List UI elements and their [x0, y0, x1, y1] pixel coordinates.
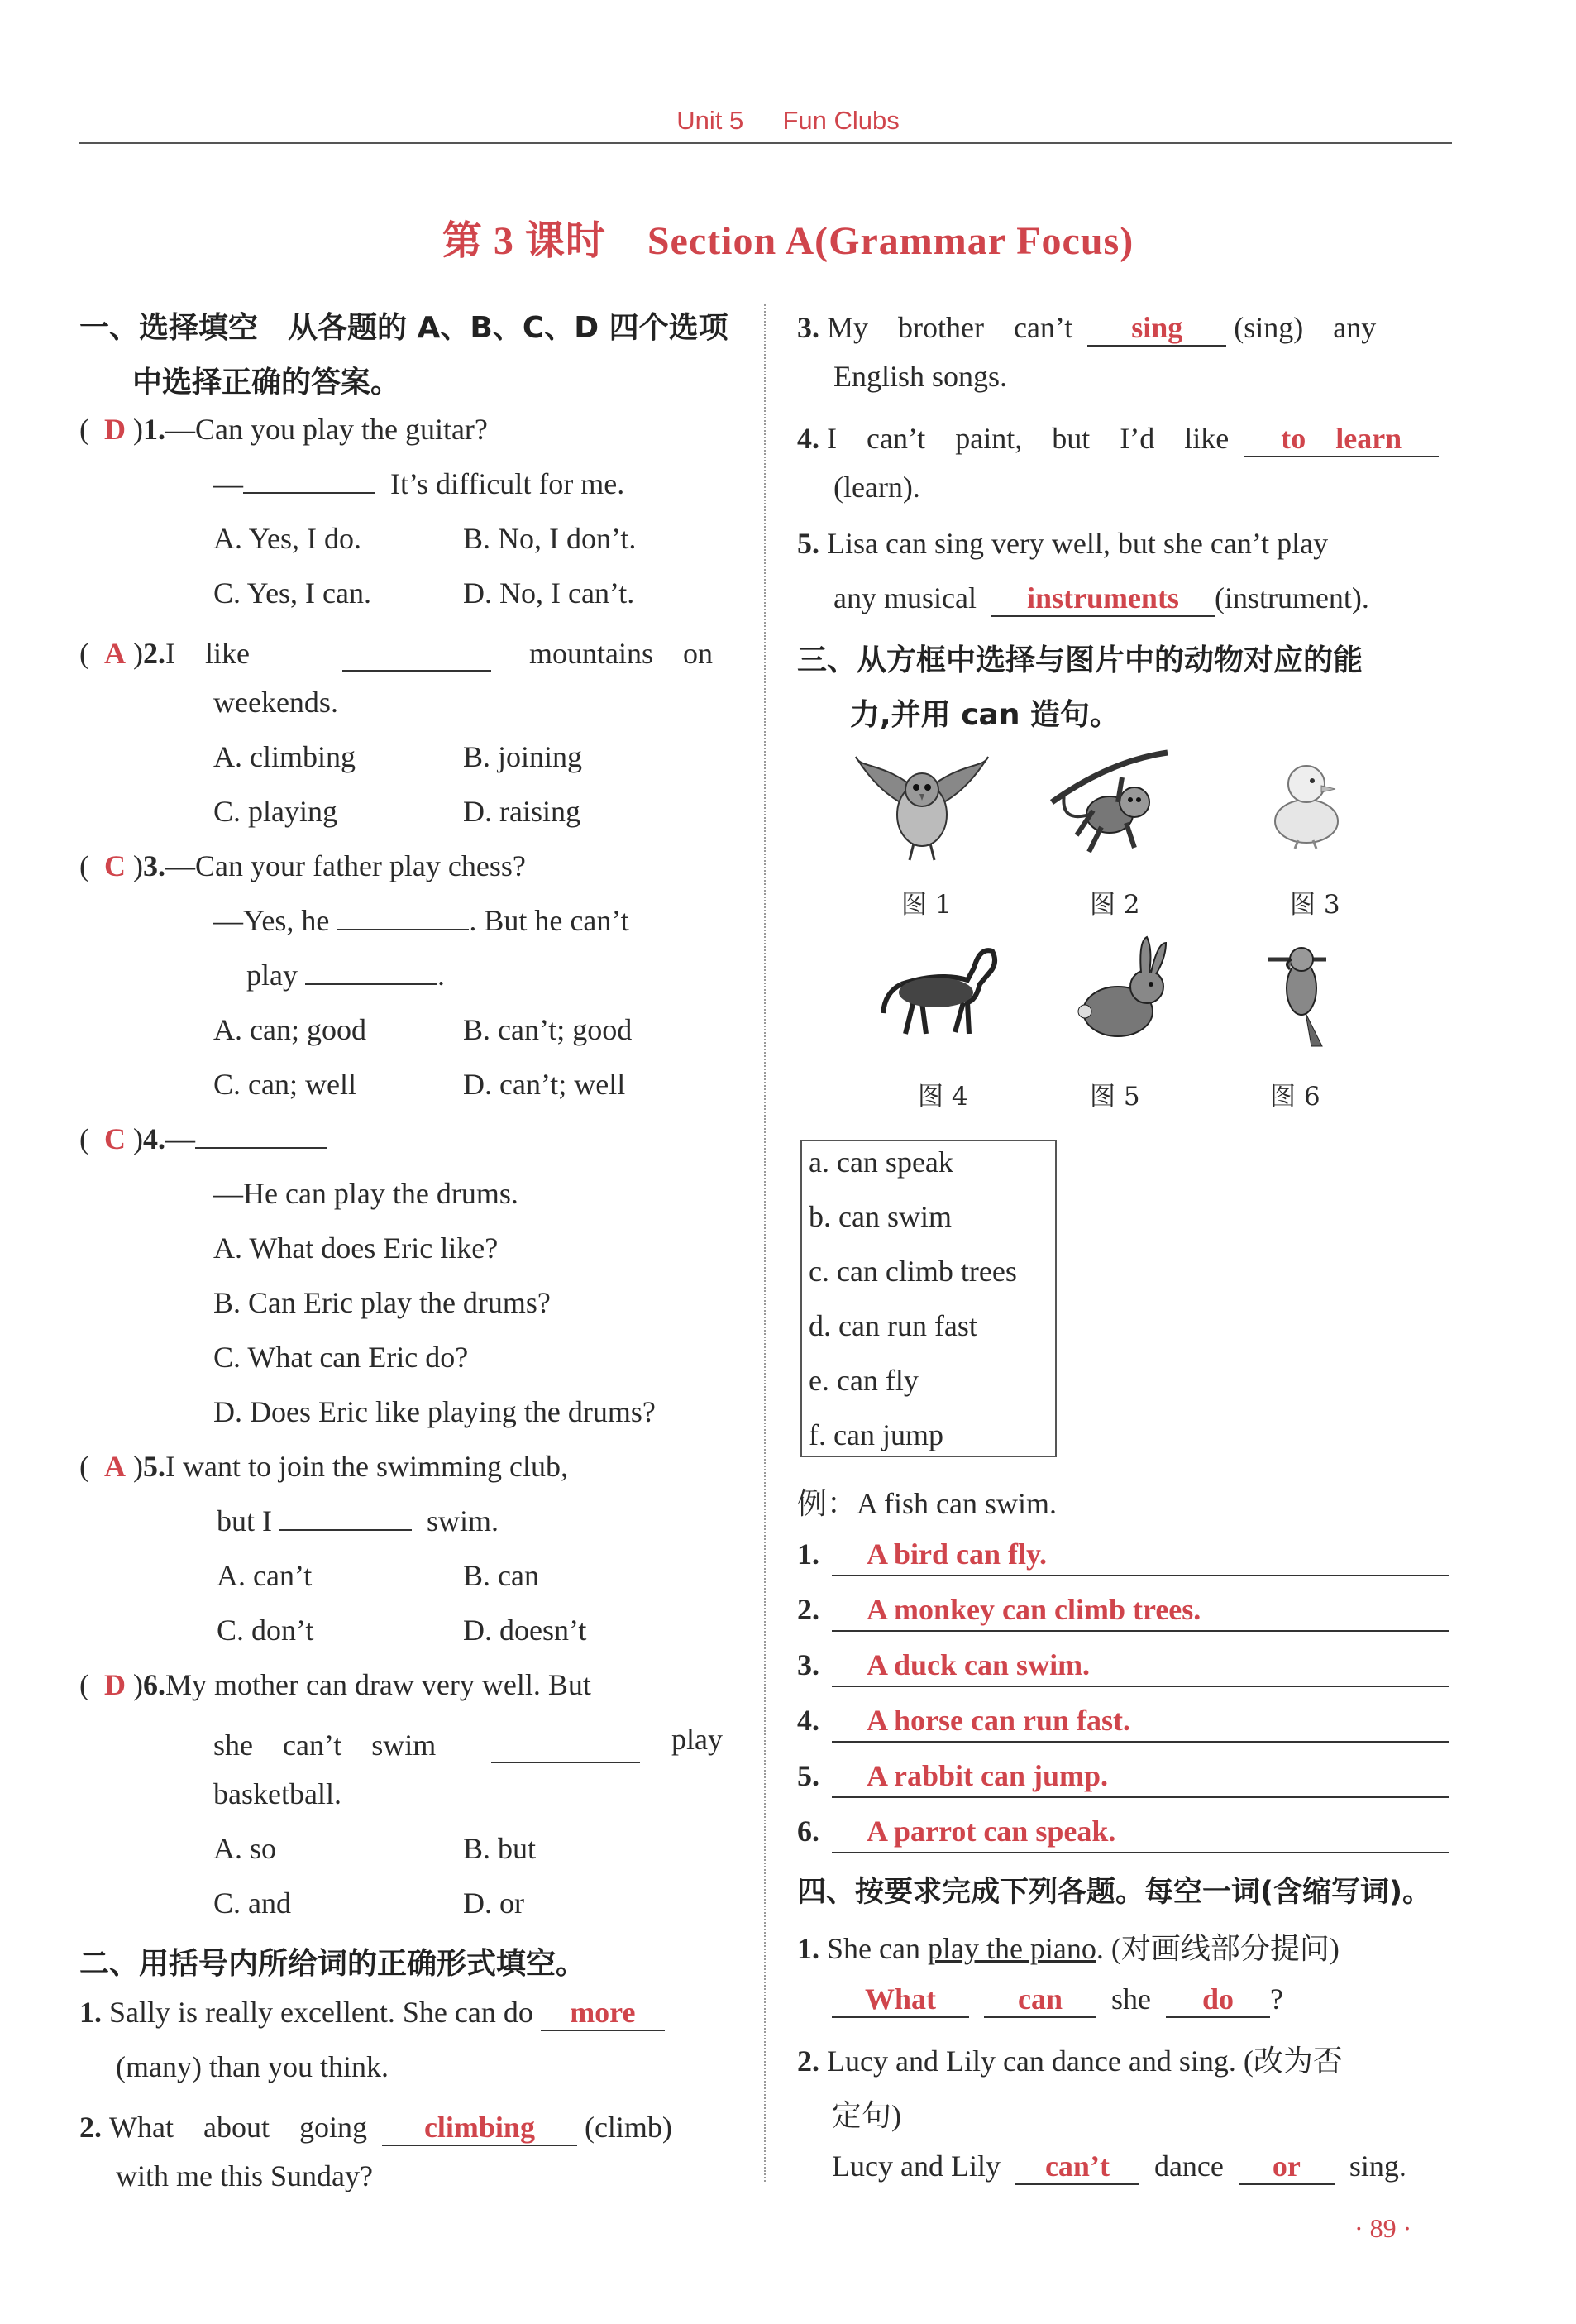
rewrite-item-2-answer: Lucy and Lily can’t dance or sing.	[832, 2149, 1406, 2185]
part1-heading-line2: 中选择正确的答案。	[132, 366, 401, 399]
question-5: ( A )5.I want to join the swimming club,	[79, 1450, 568, 1483]
rewrite-1-blank-3: do	[1166, 1982, 1270, 2018]
q6-line3: basketball.	[213, 1777, 341, 1810]
rewrite-1-blank-2: can	[984, 1982, 1096, 2018]
question-6: ( D )6.My mother can draw very well. But	[79, 1668, 591, 1701]
rewrite-1-blank-1: What	[832, 1982, 969, 2018]
example-sentence: 例：A fish can swim.	[797, 1487, 1057, 1520]
q2-option-a: A. climbing	[213, 740, 356, 773]
q6-blank	[491, 1729, 640, 1763]
sentence-3-line	[832, 1686, 1449, 1687]
q1-option-b: B. No, I don’t.	[463, 522, 637, 555]
page-number: · 89 ·	[1354, 2213, 1412, 2243]
header-rule	[79, 142, 1452, 144]
sentence-4-line	[832, 1741, 1449, 1743]
rewrite-item-1-answer: What can she do ?	[832, 1982, 1283, 2018]
sentence-5-num: 5.	[797, 1759, 819, 1792]
sentence-6-num: 6.	[797, 1815, 819, 1848]
fill-item-3: 3. My brother can’t sing (sing) any	[797, 304, 1376, 347]
parrot-illustration	[1260, 935, 1351, 1050]
sentence-6-line	[832, 1852, 1449, 1853]
sentence-4-num: 4.	[797, 1704, 819, 1737]
ability-option-e: e. can fly	[809, 1364, 919, 1397]
q5-option-c: C. don’t	[217, 1614, 314, 1647]
q1-line2: — It’s difficult for me.	[213, 467, 625, 500]
q2-option-c: C. playing	[213, 795, 337, 828]
question-1: ( D )1.—Can you play the guitar?	[79, 413, 488, 446]
page-title	[0, 208, 1576, 265]
part1-heading-line1: 一、选择填空 从各题的 A、B、C、D 四个选项	[79, 311, 728, 345]
sentence-1-num: 1.	[797, 1537, 819, 1571]
q5-option-a: A. can’t	[217, 1559, 313, 1592]
q4-blank	[195, 1147, 327, 1149]
monkey-illustration	[1044, 744, 1176, 868]
caption-fig1: 图 1	[901, 890, 952, 920]
sentence-5-answer: A rabbit can jump.	[867, 1759, 1109, 1792]
caption-fig4: 图 4	[918, 1082, 968, 1112]
fill-item-5: 5. Lisa can sing very well, but she can’t play	[797, 527, 1329, 560]
fill-item-1: 1. Sally is really excellent. She can do more	[79, 1995, 665, 2031]
sentence-1-answer: A bird can fly.	[867, 1537, 1048, 1571]
q4-line2: —He can play the drums.	[213, 1177, 518, 1210]
q4-option-a: A. What does Eric like?	[213, 1231, 499, 1265]
ability-option-f: f. can jump	[809, 1418, 943, 1451]
q3-line3: play .	[246, 959, 445, 992]
rewrite-item-2-line2: 定句)	[832, 2099, 901, 2132]
q1-blank	[243, 492, 375, 494]
sentence-3-num: 3.	[797, 1648, 819, 1681]
sentence-4-answer: A horse can run fast.	[867, 1704, 1131, 1737]
fill-item-4-answer: to learn	[1244, 422, 1439, 457]
q1-option-a: A. Yes, I do.	[213, 522, 362, 555]
part3-heading-line2: 力,并用 can 造句。	[850, 698, 1120, 732]
q2-blank	[342, 637, 491, 672]
underlined-phrase: play the piano	[927, 1932, 1096, 1965]
sentence-2-answer: A monkey can climb trees.	[867, 1593, 1201, 1626]
sentence-1-line	[832, 1575, 1449, 1576]
q4-option-b: B. Can Eric play the drums?	[213, 1286, 551, 1319]
fill-item-5-answer: instruments	[991, 581, 1215, 617]
q1-option-c: C. Yes, I can.	[213, 576, 372, 610]
fill-item-1-answer: more	[541, 1996, 665, 2031]
q3-option-b: B. can’t; good	[463, 1013, 633, 1046]
fill-item-5-line2: any musical instruments (instrument).	[833, 581, 1369, 617]
question-4: ( C )4.—	[79, 1121, 327, 1156]
ability-option-c: c. can climb trees	[809, 1255, 1017, 1288]
q4-option-d: D. Does Eric like playing the drums?	[213, 1395, 656, 1428]
q3-option-d: D. can’t; well	[463, 1068, 626, 1101]
q1-stem: —Can you play the guitar?	[165, 413, 488, 446]
caption-fig3: 图 3	[1290, 890, 1340, 920]
q3-line2: —Yes, he . But he can’t	[213, 904, 629, 937]
part3-heading-line1: 三、从方框中选择与图片中的动物对应的能	[797, 643, 1363, 677]
fill-item-1-post: (many) than you think.	[116, 2050, 389, 2083]
q3-blank-2	[305, 983, 437, 985]
q5-option-b: B. can	[463, 1559, 539, 1592]
ability-options-box	[800, 1140, 1057, 1457]
rewrite-2-blank-1: can’t	[1015, 2149, 1139, 2185]
sentence-6-answer: A parrot can speak.	[867, 1815, 1116, 1848]
sentence-2-line	[832, 1630, 1449, 1632]
question-3: ( C )3.—Can your father play chess?	[79, 849, 526, 882]
q3-blank-1	[337, 929, 469, 930]
q6-stem2-a: she can’t swim	[213, 1729, 437, 1762]
part4-heading: 四、按要求完成下列各题。每空一词(含缩写词)。	[797, 1876, 1431, 1909]
q1-option-d: D. No, I can’t.	[463, 576, 635, 610]
q5-option-d: D. doesn’t	[463, 1614, 587, 1647]
fill-item-4: 4. I can’t paint, but I’d like to learn	[797, 415, 1439, 457]
sentence-3-answer: A duck can swim.	[867, 1648, 1091, 1681]
fill-item-3-answer: sing	[1087, 311, 1226, 347]
fill-item-2: 2. What about going climbing (climb)	[79, 2104, 672, 2146]
q6-stem2-b: play	[671, 1723, 723, 1756]
q2-line2: weekends.	[213, 686, 338, 719]
q3-option-c: C. can; well	[213, 1068, 356, 1101]
running-header	[0, 106, 1576, 136]
lesson-label: 第 3 课时	[442, 219, 606, 263]
sentence-2-num: 2.	[797, 1593, 819, 1626]
column-divider	[764, 304, 766, 2182]
ability-option-b: b. can swim	[809, 1200, 952, 1233]
rewrite-2-blank-2: or	[1239, 2149, 1335, 2185]
q1-answer: D	[104, 413, 126, 446]
q2-option-d: D. raising	[463, 795, 580, 828]
part2-heading: 二、用括号内所给词的正确形式填空。	[79, 1947, 586, 1981]
q6-option-a: A. so	[213, 1832, 277, 1865]
rewrite-item-1: 1. She can play the piano. (对画线部分提问)	[797, 1932, 1340, 1965]
horse-illustration	[876, 935, 1001, 1050]
q3-option-a: A. can; good	[213, 1013, 366, 1046]
q2-stem-b: mountains on	[529, 637, 713, 670]
fill-item-3-post2: English songs.	[833, 360, 1008, 393]
bird-illustration	[852, 744, 992, 868]
unit-topic: Fun Clubs	[782, 106, 900, 135]
rabbit-illustration	[1068, 933, 1176, 1049]
unit-label: Unit 5	[676, 106, 744, 135]
question-2: ( A )2.I like	[79, 637, 250, 670]
caption-fig6: 图 6	[1270, 1082, 1320, 1112]
ability-option-a: a. can speak	[809, 1145, 953, 1179]
fill-item-2-answer: climbing	[382, 2111, 577, 2146]
caption-fig5: 图 5	[1090, 1082, 1140, 1112]
q2-option-b: B. joining	[463, 740, 583, 773]
caption-fig2: 图 2	[1090, 890, 1140, 920]
q6-option-d: D. or	[463, 1886, 524, 1920]
q6-option-c: C. and	[213, 1886, 291, 1920]
rewrite-item-2: 2. Lucy and Lily can dance and sing. (改为否	[797, 2044, 1343, 2078]
section-label: Section A(Grammar Focus)	[647, 219, 1134, 263]
fill-item-4-post: (learn).	[833, 471, 920, 504]
q4-option-c: C. What can Eric do?	[213, 1341, 469, 1374]
fill-item-2-post2: with me this Sunday?	[116, 2159, 373, 2192]
ability-option-d: d. can run fast	[809, 1309, 977, 1342]
q5-line2: but I swim.	[217, 1504, 499, 1537]
duck-illustration	[1265, 751, 1348, 850]
q6-option-b: B. but	[463, 1832, 537, 1865]
q5-blank	[279, 1529, 412, 1531]
sentence-5-line	[832, 1796, 1449, 1798]
